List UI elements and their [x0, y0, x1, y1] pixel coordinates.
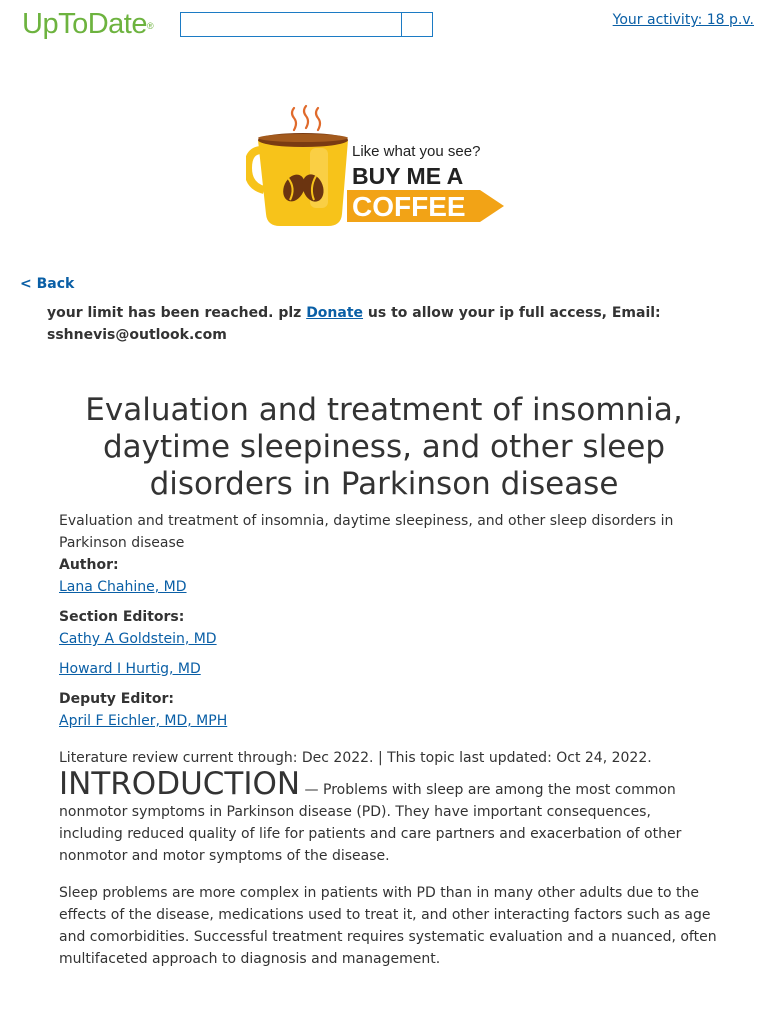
- introduction-text: — Problems with sleep are among the most common nonmotor symptoms in Parkinson disease (PD). They have important consequences, including reduced quality of life for patients and care partners and exacerbation of other nonmotor and motor symptoms of the disease.: [59, 782, 682, 864]
- notice-text-after: us to allow your ip full access, Email: sshnevis@outlook.com: [47, 305, 661, 343]
- article-title: Evaluation and treatment of insomnia, daytime sleepiness, and other sleep disorders in Parkinson disease: [85, 392, 683, 502]
- logo-text: UpToDate: [22, 8, 147, 40]
- body-paragraph: Sleep problems are more complex in patients with PD than in many other adults due to the effects of the disease, medications used to treat it, and other interacting factors such as age and comorbidities. Successful treatment requires systematic evaluation and a nuanced, often multifaceted approach to diagnosis and management.: [59, 885, 717, 967]
- search-input[interactable]: [180, 12, 402, 37]
- search-bar: [180, 12, 432, 37]
- uptodate-logo[interactable]: [22, 6, 153, 42]
- author-label: Author:: [59, 557, 119, 573]
- search-button[interactable]: [402, 12, 433, 37]
- section-editors-label: Section Editors:: [59, 609, 185, 625]
- limit-notice: [47, 302, 727, 346]
- deputy-editor-label: Deputy Editor:: [59, 691, 174, 707]
- promo-tagline: Like what you see?: [352, 143, 481, 160]
- review-dates: Literature review current through: Dec 2022. | This topic last updated: Oct 24, 2022.: [59, 750, 652, 766]
- deputy-editor-link[interactable]: April F Eichler, MD, MPH: [59, 713, 228, 729]
- coffee-mug-icon: [248, 133, 348, 226]
- author-link[interactable]: Lana Chahine, MD: [59, 579, 187, 595]
- activity-link[interactable]: Your activity: 18 p.v.: [612, 12, 754, 28]
- buy-me-a-coffee-banner[interactable]: [246, 102, 508, 232]
- introduction-heading: INTRODUCTION: [59, 766, 301, 802]
- introduction-paragraph: [59, 766, 719, 867]
- article-subtitle: Evaluation and treatment of insomnia, daytime sleepiness, and other sleep disorders in Parkinson disease: [59, 513, 674, 551]
- registered-mark: ®: [146, 21, 154, 31]
- promo-line2: COFFEE: [352, 191, 466, 222]
- notice-text-before: your limit has been reached. plz: [47, 305, 307, 321]
- site-header: [0, 0, 768, 50]
- article-content: [59, 510, 719, 970]
- promo-line1: BUY ME A: [352, 163, 464, 189]
- section-editor-link[interactable]: Howard I Hurtig, MD: [59, 661, 201, 677]
- donate-link[interactable]: Donate: [306, 305, 364, 321]
- back-link[interactable]: < Back: [20, 276, 75, 292]
- section-editor-link[interactable]: Cathy A Goldstein, MD: [59, 631, 217, 647]
- steam-icon: [292, 106, 320, 130]
